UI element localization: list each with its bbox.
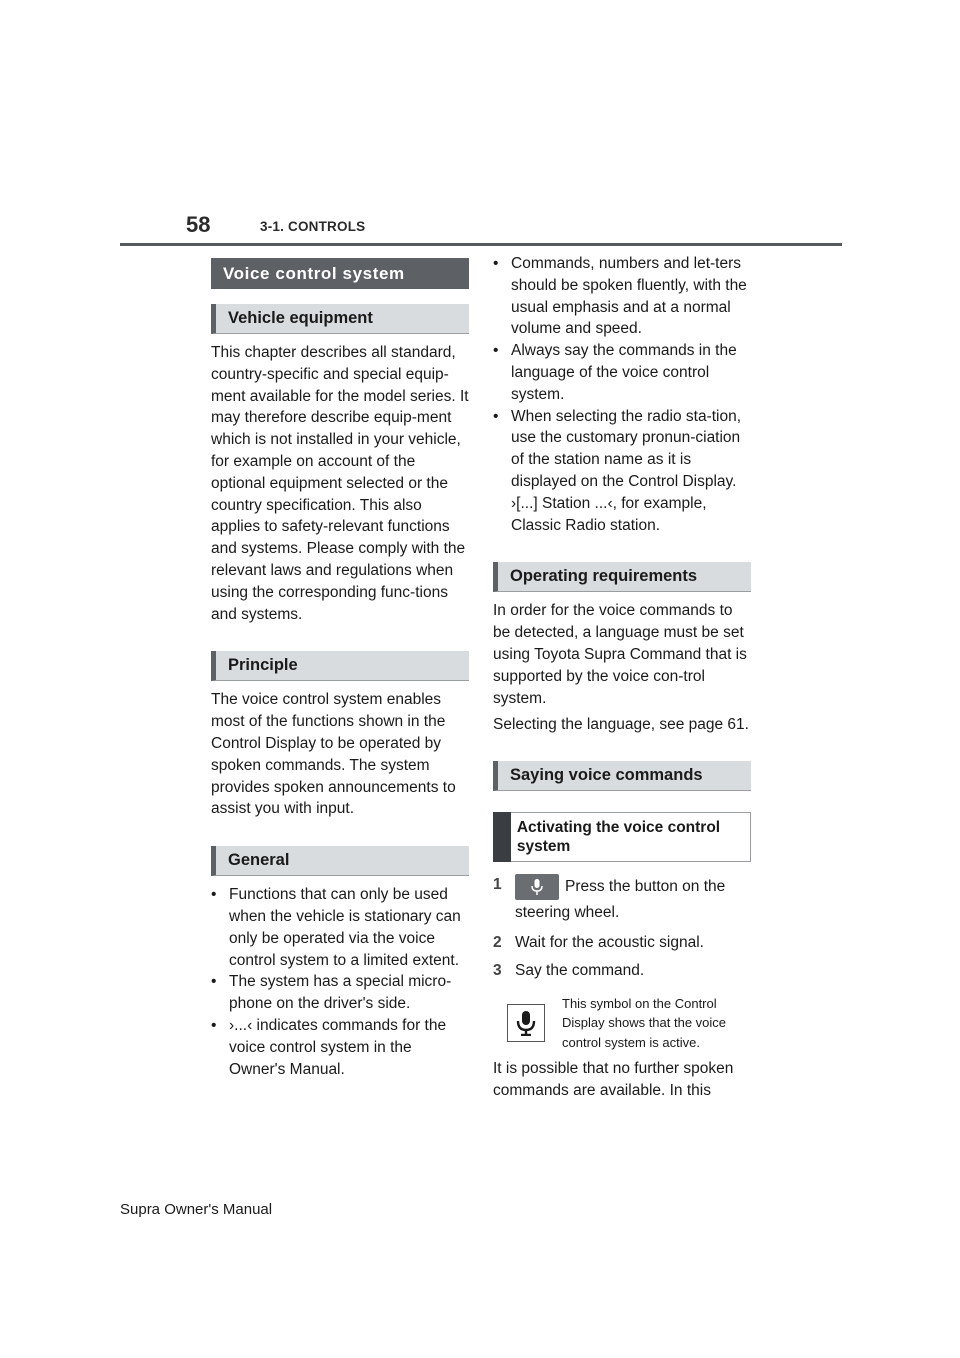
right-column xyxy=(493,253,751,1102)
list-item: • The system has a special micro-phone on the driver's side. xyxy=(211,973,452,1013)
step-3: 3 Say the command. xyxy=(493,960,751,982)
step-2-text: Wait for the acoustic signal. xyxy=(515,934,704,952)
closing-text: It is possible that no further spoken commands are available. In this xyxy=(493,1060,734,1100)
footer-text: Supra Owner's Manual xyxy=(120,1201,273,1218)
heading-operating-requirements: Operating requirements xyxy=(493,562,751,592)
box-heading-text: Activating the voice control system xyxy=(516,819,721,856)
list-item: • When selecting the radio sta-tion, use the customary pronun-ciation of the station name as it is displayed on the Control Display. ›[...] Station ...‹, for example, Classic Radio station. xyxy=(493,407,742,534)
list-item: • Commands, numbers and let-ters should be spoken fluently, with the usual emphasis and at a normal volume and speed. xyxy=(493,255,747,338)
speech-tips-list xyxy=(493,253,751,536)
step-1-text: Press the button on the steering wheel. xyxy=(515,878,726,922)
step-2: 2 Wait for the acoustic signal. xyxy=(493,932,751,954)
heading-vehicle-equipment: Vehicle equipment xyxy=(211,304,469,334)
left-column xyxy=(211,258,469,1080)
language-page-reference: Selecting the language, see page 61. xyxy=(493,716,749,734)
operating-requirements-text: In order for the voice commands to be detected, a language must be set using Toyota Supra Command that is supported by the voice con-trol system. xyxy=(493,602,747,707)
voice-active-note xyxy=(493,994,751,1053)
steps-list xyxy=(493,874,751,982)
box-heading-bar xyxy=(493,812,511,862)
general-bullet-list xyxy=(211,884,469,1080)
heading-saying-voice-commands: Saying voice commands xyxy=(493,761,751,791)
page-number: 58 xyxy=(186,212,211,237)
header-rule xyxy=(120,243,842,246)
list-item: • Always say the commands in the language of the voice control system. xyxy=(493,342,737,403)
microphone-icon xyxy=(507,1004,545,1042)
heading-general: General xyxy=(211,846,469,876)
list-item: • ›...‹ indicates commands for the voice control system in the Owner's Manual. xyxy=(211,1016,447,1078)
heading-principle: Principle xyxy=(211,651,469,681)
note-text: This symbol on the Control Display shows that the voice control system is active. xyxy=(562,995,727,1050)
step-3-text: Say the command. xyxy=(515,962,645,980)
microphone-icon xyxy=(515,874,559,900)
step-1: 1 Press the button on the steering wheel. xyxy=(493,876,726,922)
section-title: Voice control system xyxy=(211,258,469,289)
list-item: • Functions that can only be used when the vehicle is stationary can only be operated via the voice control system to a limited extent. xyxy=(211,886,461,969)
vehicle-equipment-text: This chapter describes all standard, country-specific and special equip-ment available for the model series. It may therefore describe equip-ment which is not installed in your vehicle, for example on account of the optional equipment selected or the country specification. This also applies to safety-relevant functions and systems. Please comply with the relevant laws and regulations when using the corresponding func-tions and systems. xyxy=(211,344,469,623)
principle-text: The voice control system enables most of the functions shown in the Control Display to be operated by spoken commands. The system provides spoken announcements to assist you with input. xyxy=(211,691,456,818)
box-heading-activating xyxy=(493,812,751,862)
chapter-title: 3-1. CONTROLS xyxy=(260,219,366,234)
